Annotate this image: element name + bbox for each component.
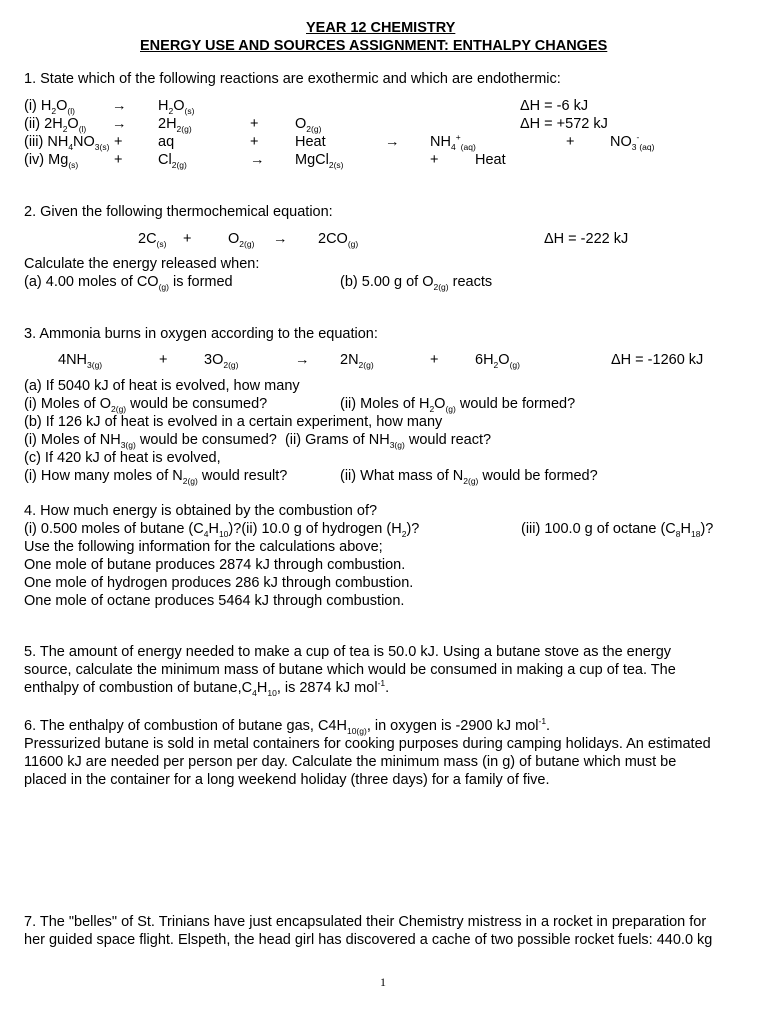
q1-row-iii-plus-1: +	[114, 134, 123, 150]
q1-row-iv-plus-2: +	[430, 152, 439, 168]
q1-row-iv-chlorine: $Cl_{2(g)}$	[158, 152, 187, 170]
q1-row-iii-arrow: →	[385, 134, 400, 150]
q1-row-ii-reactant: (ii) $2H_2O_{(l)}$	[24, 116, 87, 134]
q2-eq-product: $2CO_{(g)}$	[318, 231, 359, 249]
title-line-2: ENERGY USE AND SOURCES ASSIGNMENT: ENTHALPY CHANGES	[140, 38, 608, 54]
q3-part-a-ii: (ii) Moles of $H_2O_{(g)}$ would be formed?	[340, 396, 576, 414]
question-7-line-2: her guided space flight. Elspeth, the head girl has discovered a cache of two possible rocket fuels: 440.0 kg	[24, 932, 713, 948]
question-6-line-3: 11600 kJ are needed per person per day. Calculate the minimum mass (in g) of butane which must be	[24, 754, 677, 770]
q2-calc-text: Calculate the energy released when:	[24, 256, 260, 272]
question-1-text: 1. State which of the following reactions are exothermic and which are endothermic:	[24, 71, 561, 87]
q3-eq-reactant-1: $4NH_{3(g)}$	[58, 352, 103, 370]
q1-row-i-arrow: →	[112, 98, 127, 114]
q1-row-i-enthalpy: ΔH = -6 kJ	[520, 98, 589, 114]
question-4-text: 4. How much energy is obtained by the combustion of?	[24, 503, 378, 519]
question-3-text: 3. Ammonia burns in oxygen according to the equation:	[24, 326, 378, 342]
question-2-text: 2. Given the following thermochemical equation:	[24, 204, 333, 220]
q4-part-i-ii: (i) 0.500 moles of butane $(C_4H_{10})?(ii)$ 10.0 g of hydrogen $(H_2)$?	[24, 521, 420, 539]
q2-eq-enthalpy: ΔH = -222 kJ	[544, 231, 629, 247]
q2-part-b: (b) 5.00 g of $O_{2(g)}$ reacts	[340, 274, 493, 292]
q2-part-a: (a) 4.00 moles of $CO_{(g)}$ is formed	[24, 274, 233, 292]
q1-row-iv-reactant: (iv) $Mg_{(s)}$	[24, 152, 79, 170]
q1-row-iv-plus-1: +	[114, 152, 123, 168]
q1-row-ii-plus: +	[250, 116, 259, 132]
q1-row-ii-enthalpy: ΔH = +572 kJ	[520, 116, 608, 132]
q3-eq-plus-2: +	[430, 352, 439, 368]
q3-part-b: (b) If 126 kJ of heat is evolved in a certain experiment, how many	[24, 414, 443, 430]
q1-row-iii-heat: Heat	[295, 134, 326, 150]
q3-part-b-i-ii: (i) Moles of $NH_{3(g)}$ would be consumed? (ii) Grams of $NH_{3(g)}$ would react?	[24, 432, 492, 450]
q1-row-iii-product-1: $NH_4^+_{(aq)}$	[430, 132, 476, 152]
question-6-line-1: 6. The enthalpy of combustion of butane gas, $C4H_{10(g)}$, in oxygen is -2900 kJ mol$^{-1}$.	[24, 716, 551, 736]
question-6-line-2: Pressurized butane is sold in metal containers for cooking purposes during camping holidays. An estimated	[24, 736, 711, 752]
question-6-line-4: placed in the container for a long weekend holiday (three days) for a family of five.	[24, 772, 550, 788]
q1-row-iv-arrow: →	[250, 152, 265, 168]
q4-part-iii: (iii) 100.0 g of octane $(C_8H_{18})$?	[521, 521, 714, 539]
q3-part-c: (c) If 420 kJ of heat is evolved,	[24, 450, 221, 466]
question-5-line-1: 5. The amount of energy needed to make a cup of tea is 50.0 kJ. Using a butane stove as the energy	[24, 644, 672, 660]
q2-eq-reactant-1: $2C_{(s)}$	[138, 231, 167, 249]
q4-info-octane: One mole of octane produces 5464 kJ through combustion.	[24, 593, 405, 609]
q3-eq-arrow: →	[295, 352, 310, 368]
question-5-line-3: enthalpy of combustion of $butane,C_4H_{10}$, is 2874 kJ mol$^{-1}$.	[24, 678, 390, 698]
q1-row-ii-product-1: $2H_{2(g)}$	[158, 116, 192, 134]
q3-eq-plus-1: +	[159, 352, 168, 368]
question-7-line-1: 7. The "belles" of St. Trinians have just encapsulated their Chemistry mistress in a rocket in preparation for	[24, 914, 707, 930]
question-5-line-2: source, calculate the minimum mass of butane which would be consumed in making a cup of tea. The	[24, 662, 676, 678]
q3-eq-enthalpy: ΔH = -1260 kJ	[611, 352, 704, 368]
q2-eq-plus: +	[183, 231, 192, 247]
q3-eq-product-1: $2N_{2(g)}$	[340, 352, 374, 370]
q3-eq-product-2: $6H_2O_{(g)}$	[475, 352, 520, 370]
q3-eq-reactant-2: $3O_{2(g)}$	[204, 352, 239, 370]
q3-part-c-ii: (ii) What mass of $N_{2(g)}$ would be formed?	[340, 468, 598, 486]
q3-part-a: (a) If 5040 kJ of heat is evolved, how many	[24, 378, 300, 394]
q1-row-iv-product: MgCl$_{2(s)}$	[295, 152, 344, 170]
q1-row-ii-arrow: →	[112, 116, 127, 132]
q1-row-iii-reactant: (iii) $NH_4NO_{3(s)}$	[24, 134, 110, 152]
title-line-1: YEAR 12 CHEMISTRY	[306, 20, 456, 36]
q1-row-iii-product-2: $NO_3^-_{(aq)}$	[610, 132, 655, 152]
q1-row-i-reactant: (i) $H_2O_{(l)}$	[24, 98, 75, 116]
q1-row-ii-product-2: $O_{2(g)}$	[295, 116, 322, 134]
q1-row-iii-plus-3: +	[566, 134, 575, 150]
page-number: 1	[380, 975, 386, 989]
q4-info-butane: One mole of butane produces 2874 kJ through combustion.	[24, 557, 406, 573]
q1-row-i-product: $H_2O_{(s)}$	[158, 98, 195, 116]
q4-use-info: Use the following information for the calculations above;	[24, 539, 383, 555]
q1-row-iii-plus-2: +	[250, 134, 259, 150]
q1-row-iii-aq: aq	[158, 134, 175, 150]
q2-eq-reactant-2: $O_{2(g)}$	[228, 231, 255, 249]
q3-part-c-i: (i) How many moles of $N_{2(g)}$ would result?	[24, 468, 288, 486]
q1-row-iv-heat: Heat	[475, 152, 506, 168]
q3-part-a-i: (i) Moles of $O_{2(g)}$ would be consumed?	[24, 396, 268, 414]
q2-eq-arrow: →	[273, 231, 288, 247]
q4-info-hydrogen: One mole of hydrogen produces 286 kJ through combustion.	[24, 575, 414, 591]
